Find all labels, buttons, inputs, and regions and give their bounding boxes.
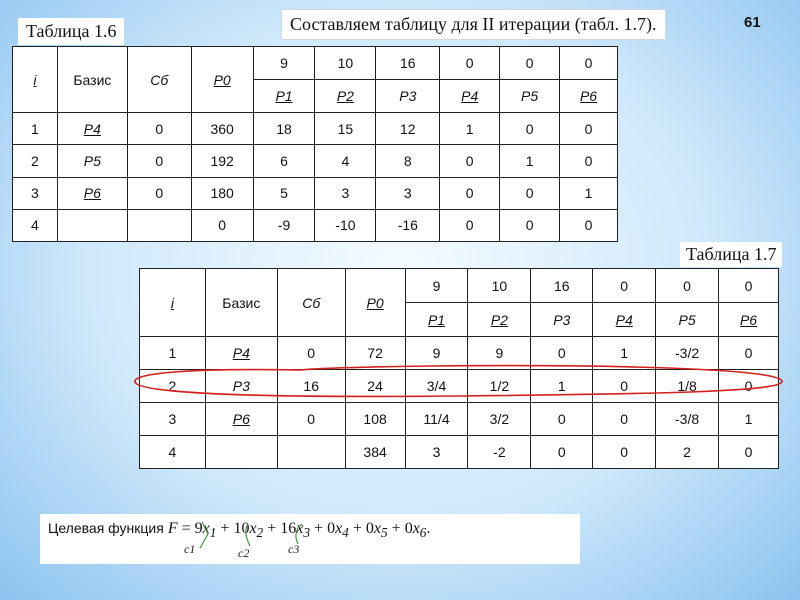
- table-cell: 3/4: [405, 370, 468, 403]
- var-header: P5: [656, 303, 719, 337]
- table-cell: 8: [376, 145, 440, 177]
- var-header: P6: [719, 303, 779, 337]
- basis-cell: P3: [205, 370, 277, 403]
- table-cell: 3: [376, 177, 440, 209]
- table-cell: 0: [719, 370, 779, 403]
- cb-cell: [277, 436, 345, 469]
- index-cell: 2: [13, 145, 58, 177]
- basis-cell: [205, 436, 277, 469]
- index-cell: 3: [140, 403, 206, 436]
- table-cell: 0: [440, 177, 500, 209]
- table-cell: 0: [500, 113, 560, 145]
- var-header: P2: [468, 303, 531, 337]
- header-cb: Cб: [277, 269, 345, 337]
- objective-var-index: 2: [256, 525, 264, 541]
- table-cell: 384: [345, 436, 405, 469]
- basis-cell: P6: [205, 403, 277, 436]
- basis-cell: P5: [57, 145, 127, 177]
- objective-coef: 0: [404, 520, 413, 537]
- var-header: P3: [531, 303, 593, 337]
- table-cell: -10: [315, 209, 376, 241]
- page-number: 61: [744, 14, 761, 31]
- index-cell: 2: [140, 370, 206, 403]
- objective-op: +: [216, 520, 234, 537]
- table-cell: 6: [253, 145, 315, 177]
- objective-coef: 0: [365, 520, 374, 537]
- coef-mark-c3: c3: [288, 542, 300, 556]
- var-header: P3: [376, 80, 440, 113]
- table-cell: 1: [440, 113, 500, 145]
- cost-cell: 0: [500, 47, 560, 80]
- var-header: P1: [253, 80, 315, 113]
- var-header: P2: [315, 80, 376, 113]
- table-cell: 0: [719, 436, 779, 469]
- objective-coef: 10: [233, 520, 250, 537]
- cost-cell: 0: [440, 47, 500, 80]
- index-cell: 4: [140, 436, 206, 469]
- table-cell: 5: [253, 177, 315, 209]
- cb-cell: [127, 209, 191, 241]
- table-cell: 108: [345, 403, 405, 436]
- cb-cell: 0: [127, 177, 191, 209]
- objective-var: $x_6$: [412, 520, 427, 541]
- table-cell: 0: [560, 113, 618, 145]
- table-cell: 0: [531, 403, 593, 436]
- objective-coef: 0: [327, 520, 336, 537]
- cost-cell: 16: [531, 269, 593, 303]
- basis-cell: [57, 209, 127, 241]
- objective-var-index: 4: [342, 525, 349, 541]
- cb-cell: 0: [277, 337, 345, 370]
- table-1-6-caption: Таблица 1.6: [18, 18, 124, 45]
- table-cell: 0: [500, 209, 560, 241]
- table-cell: 1: [500, 145, 560, 177]
- table-cell: 0: [191, 209, 253, 241]
- table-cell: 360: [191, 113, 253, 145]
- table-cell: 0: [500, 177, 560, 209]
- objective-var: $x_1$: [202, 520, 217, 541]
- table-cell: 4: [315, 145, 376, 177]
- objective-op: +: [348, 520, 366, 537]
- table-cell: 0: [593, 370, 656, 403]
- table-cell: 15: [315, 113, 376, 145]
- table-cell: 1: [531, 370, 593, 403]
- table-cell: 0: [560, 145, 618, 177]
- table-1-6: [12, 46, 618, 242]
- index-cell: 4: [13, 209, 58, 241]
- table-cell: 180: [191, 177, 253, 209]
- objective-var-index: 6: [419, 525, 427, 541]
- var-header: P4: [593, 303, 656, 337]
- table-cell: 0: [531, 436, 593, 469]
- table-cell: -9: [253, 209, 315, 241]
- objective-op: +: [263, 520, 281, 537]
- table-cell: -16: [376, 209, 440, 241]
- index-cell: 1: [140, 337, 206, 370]
- var-header: P1: [405, 303, 468, 337]
- table-cell: 3: [315, 177, 376, 209]
- table-cell: 1/8: [656, 370, 719, 403]
- header-i: i: [13, 47, 58, 113]
- objective-op: +: [387, 520, 405, 537]
- objective-var-index: 1: [209, 525, 217, 541]
- cb-cell: 0: [277, 403, 345, 436]
- basis-cell: P4: [57, 113, 127, 145]
- objective-var: $x_3$: [296, 520, 311, 541]
- table-cell: 1: [719, 403, 779, 436]
- cb-cell: 0: [127, 145, 191, 177]
- index-cell: 1: [13, 113, 58, 145]
- var-header: P4: [440, 80, 500, 113]
- objective-var: $x_4$: [335, 520, 349, 541]
- table-cell: 0: [593, 403, 656, 436]
- table-cell: 11/4: [405, 403, 468, 436]
- index-cell: 3: [13, 177, 58, 209]
- objective-var-index: 3: [303, 525, 311, 541]
- table-cell: 2: [656, 436, 719, 469]
- objective-var-index: 5: [380, 525, 388, 541]
- header-cb: Cб: [127, 47, 191, 113]
- table-cell: 12: [376, 113, 440, 145]
- objective-eq: =: [181, 520, 191, 537]
- table-cell: 1/2: [468, 370, 531, 403]
- table-cell: 1: [593, 337, 656, 370]
- slide-title: Составляем таблицу для II итерации (табл. 1.7).: [281, 9, 666, 40]
- objective-op: +: [310, 520, 328, 537]
- table-cell: 0: [440, 209, 500, 241]
- cost-cell: 9: [253, 47, 315, 80]
- objective-var: $x_5$: [373, 520, 388, 541]
- cost-cell: 0: [560, 47, 618, 80]
- header-i: i: [140, 269, 206, 337]
- table-cell: 0: [531, 337, 593, 370]
- header-basis: Базис: [57, 47, 127, 113]
- table-cell: 0: [593, 436, 656, 469]
- objective-coef: 9: [194, 520, 203, 537]
- cost-cell: 0: [719, 269, 779, 303]
- table-cell: 0: [719, 337, 779, 370]
- coef-mark-c1: c1: [184, 542, 196, 556]
- table-cell: 9: [405, 337, 468, 370]
- basis-cell: P6: [57, 177, 127, 209]
- table-cell: 9: [468, 337, 531, 370]
- table-1-7: [139, 268, 779, 469]
- table-cell: 24: [345, 370, 405, 403]
- objective-end: .: [426, 520, 431, 537]
- table-cell: -3/8: [656, 403, 719, 436]
- cb-cell: 16: [277, 370, 345, 403]
- var-header: P5: [500, 80, 560, 113]
- header-p0: P0: [345, 269, 405, 337]
- header-p0: P0: [191, 47, 253, 113]
- header-basis: Базис: [205, 269, 277, 337]
- cb-cell: 0: [127, 113, 191, 145]
- table-cell: 3/2: [468, 403, 531, 436]
- cost-cell: 0: [656, 269, 719, 303]
- table-cell: -2: [468, 436, 531, 469]
- table-1-7-caption: Таблица 1.7: [680, 242, 782, 267]
- objective-var: $x_2$: [249, 520, 264, 541]
- table-cell: 1: [560, 177, 618, 209]
- table-cell: -3/2: [656, 337, 719, 370]
- var-header: P6: [560, 80, 618, 113]
- cost-cell: 0: [593, 269, 656, 303]
- cost-cell: 16: [376, 47, 440, 80]
- table-cell: 72: [345, 337, 405, 370]
- table-cell: 0: [440, 145, 500, 177]
- table-cell: 0: [560, 209, 618, 241]
- coef-mark-strokes: [40, 514, 580, 564]
- table-cell: 192: [191, 145, 253, 177]
- table-cell: 3: [405, 436, 468, 469]
- cost-cell: 10: [468, 269, 531, 303]
- cost-cell: 9: [405, 269, 468, 303]
- basis-cell: P4: [205, 337, 277, 370]
- objective-label: Целевая функция: [48, 520, 164, 536]
- objective-coef: 16: [280, 520, 297, 537]
- objective-lhs: F: [167, 520, 178, 537]
- coef-mark-c2: c2: [238, 546, 250, 560]
- cost-cell: 10: [315, 47, 376, 80]
- table-cell: 18: [253, 113, 315, 145]
- objective-function: [40, 514, 580, 564]
